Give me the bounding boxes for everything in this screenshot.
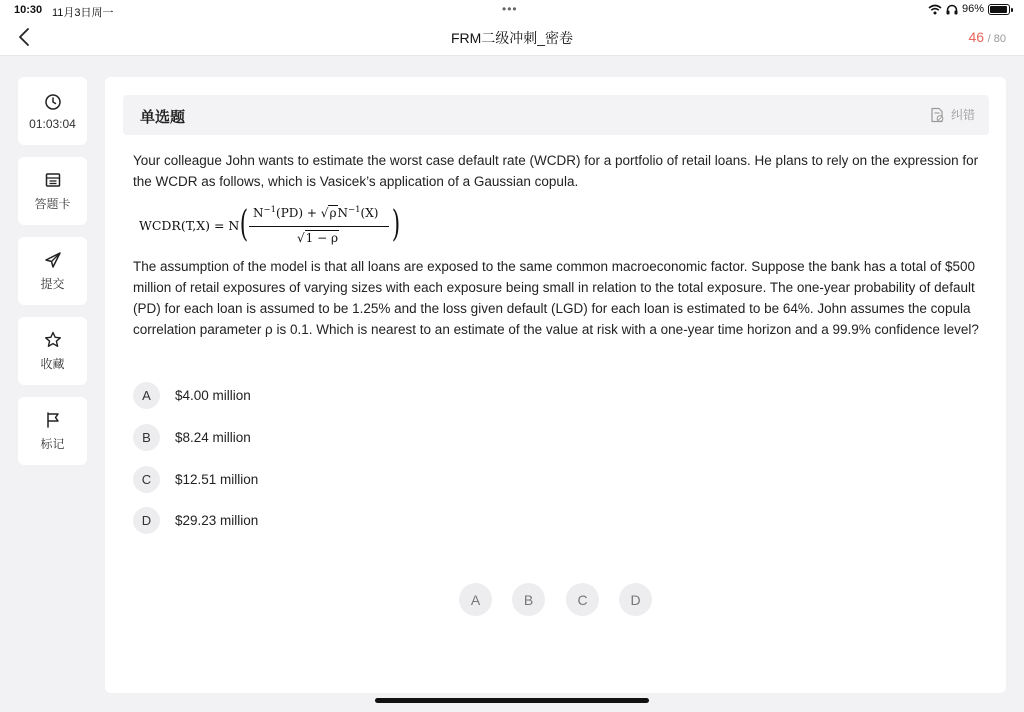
home-indicator[interactable] [375,698,649,703]
report-error-button[interactable] [929,106,975,123]
option-letter: A [133,382,160,409]
question-progress[interactable] [968,29,1006,45]
mark-label: 标记 [40,437,65,451]
answer-button-b[interactable]: B [512,583,545,616]
status-time: 10:30 [14,4,43,16]
report-label: 纠错 [950,108,975,122]
answer-sheet-icon [43,170,63,190]
question-intro: Your colleague John wants to estimate the worst case default rate (WCDR) for a portfolio of retail loans. He plans to rely on the expression for the WCDR as follows, which is Vasicek’s application of a Gaussian copula. [133,153,979,189]
formula-numerator: $N^{-1}(PD) + √\rho N^{-1}(X)$ [253,205,379,220]
option-a[interactable] [133,381,251,409]
favorite-label: 收藏 [40,357,65,371]
total-questions: / 80 [987,33,1006,45]
option-d[interactable] [133,506,258,534]
nav-bar [0,20,1024,56]
wifi-icon [928,4,942,15]
favorite-button[interactable] [18,317,87,385]
multitask-dots[interactable]: ••• [502,2,518,16]
clock-icon [43,92,63,112]
option-c[interactable] [133,465,258,493]
timer-button[interactable] [18,77,87,145]
status-right [928,3,1010,15]
report-icon [929,107,945,123]
status-date: 11月3日周一 [52,7,114,19]
formula-left-paren: ( [239,204,249,245]
option-letter: C [133,466,160,493]
answer-sheet-button[interactable] [18,157,87,225]
wcdr-formula [139,205,439,251]
option-b[interactable] [133,423,251,451]
option-text: $12.51 million [175,471,259,487]
option-text: $4.00 million [175,387,251,403]
page-title: FRM二级冲刺_密卷 [450,30,574,46]
answer-button-c[interactable]: C [566,583,599,616]
question-card [105,77,1006,693]
answer-button-a[interactable]: A [459,583,492,616]
option-letter: B [133,424,160,451]
option-text: $29.23 million [175,512,259,528]
question-header [123,95,989,135]
current-question-number: 46 [968,29,985,45]
option-letter: D [133,507,160,534]
answer-button-d[interactable]: D [619,583,652,616]
timer-label: 01:03:04 [29,116,76,131]
headphones-icon [946,4,958,15]
formula-lhs: WCDR(T,X) = N [139,218,240,233]
send-icon [43,250,63,270]
formula-fraction-bar [249,226,389,227]
submit-button[interactable] [18,237,87,305]
formula-denominator: √1 − ρ [297,231,339,245]
submit-label: 提交 [40,277,65,291]
flag-icon [43,410,63,430]
status-bar [0,0,1024,20]
battery-percent: 96% [961,3,984,15]
option-text: $8.24 million [175,429,251,445]
answer-sheet-label: 答题卡 [34,197,71,211]
star-icon [43,330,63,350]
battery-icon [988,4,1010,15]
question-body: The assumption of the model is that all loans are exposed to the same common macroeconomic factor. Suppose the bank has a total of $500 million of retail exposures of varying sizes with each exposure being small in relation to the total exposure. The one-year probability of default (PD) for each loan is assumed to be 1.25% and the loss given default (LGD) for each loan is estimated to be 64%. John assumes the copula correlation parameter ρ is 0.1. Which is nearest to an estimate of the value at risk with a one-year time horizon and a 99.9% confidence level? [133,259,979,337]
question-type: 单选题 [140,109,186,126]
mark-button[interactable] [18,397,87,465]
formula-right-paren: ) [391,204,401,245]
